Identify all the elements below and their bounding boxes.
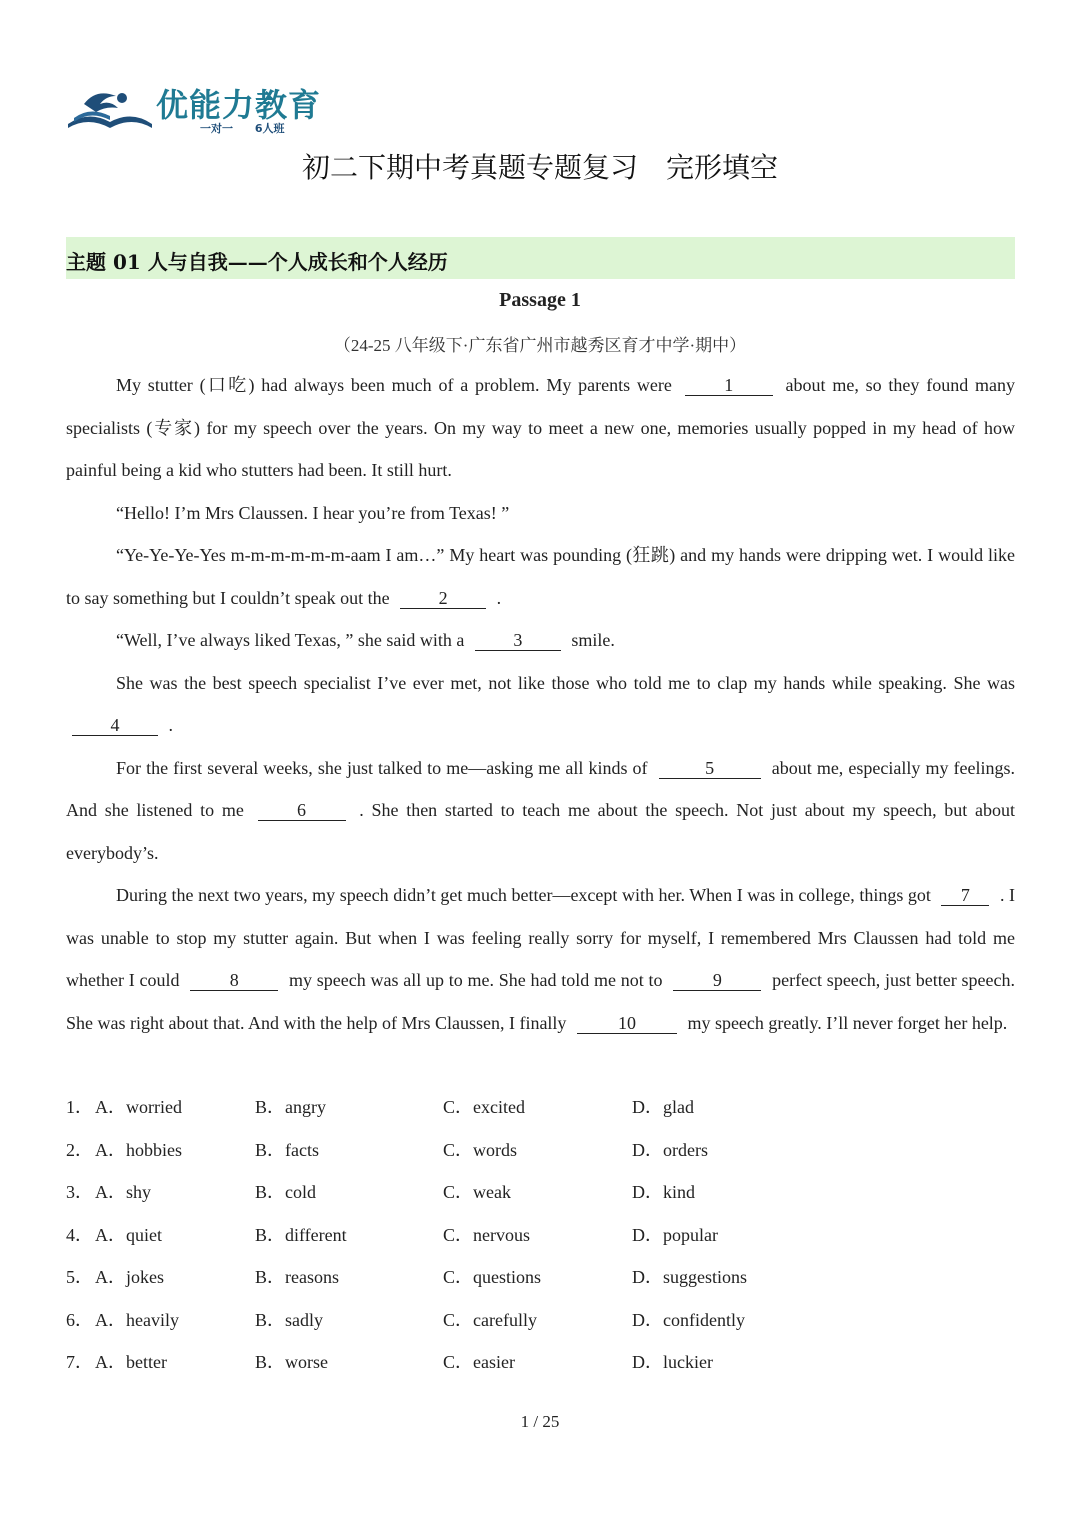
paragraph: [66, 874, 1015, 1044]
passage-text: “Hello! I’m Mrs Claussen. I hear you’re from Texas! ”: [116, 502, 510, 523]
option-c: C．questions: [443, 1267, 542, 1287]
option-c: C．words: [443, 1139, 518, 1160]
blank-5: 5: [659, 758, 761, 779]
passage-text: . She then started to teach me about the speech. Not just about my speech, but about everybody’s.: [66, 800, 1015, 863]
passage-text: about me, so they found many specialists (专家) for my speech over the years. On my way to meet a new one, memories usually popped in my head of how painful being a kid who stutters had been. It still hurt.: [66, 375, 1016, 480]
option-b: B．reasons: [255, 1267, 339, 1287]
option-row: [66, 1341, 1015, 1384]
passage-text: “Well, I’ve always liked Texas, ” she said with a: [116, 630, 465, 650]
option-b: B．cold: [255, 1182, 316, 1202]
option-row: [66, 1299, 1015, 1342]
blank-2: 2: [400, 588, 486, 609]
question-number: 4．: [66, 1224, 93, 1245]
question-number: 5．: [66, 1267, 93, 1287]
option-d: D．glad: [632, 1097, 694, 1117]
passage-text: smile.: [571, 630, 615, 650]
blank-4: 4: [72, 715, 158, 736]
blank-6: 6: [258, 800, 346, 821]
passage-text: my speech was all up to me. She had told me not to: [289, 970, 663, 990]
brand-logo: [66, 80, 336, 140]
option-row: [66, 1129, 1015, 1172]
option-b: B．sadly: [255, 1309, 324, 1330]
option-d: D．orders: [632, 1139, 708, 1160]
book-logo-icon: [66, 82, 154, 132]
passage-text: .: [168, 715, 173, 735]
passage-text: For the first several weeks, she just talked to me—asking me all kinds of: [116, 757, 648, 778]
question-number: 7．: [66, 1352, 93, 1372]
question-number: 1．: [66, 1097, 93, 1117]
logo-wordmark: 优能力教育: [156, 86, 322, 124]
option-c: C．carefully: [443, 1309, 537, 1330]
passage-body: [66, 364, 1015, 1044]
document-title: 初二下期中考真题专题复习 完形填空: [301, 151, 778, 184]
paragraph: [66, 492, 1015, 535]
question-number: 3．: [66, 1182, 93, 1202]
blank-8: 8: [190, 970, 278, 991]
option-a: A．hobbies: [95, 1139, 182, 1160]
passage-text: .: [496, 587, 502, 608]
passage-text: my speech greatly. I’ll never forget her help.: [687, 1012, 1008, 1033]
option-b: B．angry: [255, 1097, 326, 1117]
passage-text: about me, especially my feelings. And she listened to me: [66, 757, 1016, 820]
option-d: D．suggestions: [632, 1267, 748, 1287]
option-c: C．nervous: [443, 1224, 530, 1245]
option-a: A．quiet: [95, 1224, 162, 1245]
option-d: D．confidently: [632, 1309, 745, 1330]
option-b: B．worse: [255, 1352, 328, 1372]
blank-9: 9: [673, 970, 761, 991]
paragraph: [66, 619, 1015, 662]
paragraph: [66, 747, 1015, 875]
passage-title: Passage 1: [499, 289, 581, 311]
option-row: [66, 1086, 1015, 1129]
passage-source: （24-25 八年级下·广东省广州市越秀区育才中学·期中）: [333, 336, 747, 355]
paragraph: [66, 662, 1015, 747]
option-c: C．easier: [443, 1352, 515, 1372]
option-c: C．weak: [443, 1182, 511, 1202]
answer-options: [66, 1086, 1015, 1384]
option-row: [66, 1256, 1015, 1299]
blank-1: 1: [685, 375, 773, 396]
option-b: B．different: [255, 1224, 347, 1245]
option-row: [66, 1214, 1015, 1257]
blank-3: 3: [475, 630, 561, 651]
option-a: A．jokes: [95, 1267, 164, 1287]
blank-10: 10: [577, 1013, 677, 1034]
passage-text: . I was unable to stop my stutter again. But when I was feeling really sorry for myself, I remembered Mrs Claussen had told me whether I could: [66, 885, 1016, 990]
topic-banner: [66, 237, 1015, 279]
logo-subtitle: 一对一 6人班: [200, 122, 285, 135]
topic-heading: 主题 01 人与自我——个人成长和个人经历: [66, 250, 448, 274]
option-d: D．kind: [632, 1182, 695, 1202]
page-number: 1 / 25: [520, 1412, 560, 1431]
passage-text: During the next two years, my speech didn’t get much better—except with her. When I was in college, things got: [116, 885, 931, 905]
passage-text: My stutter (口吃) had always been much of a problem. My parents were: [116, 375, 672, 395]
option-a: A．better: [95, 1352, 167, 1372]
option-a: A．heavily: [95, 1309, 179, 1330]
blank-7: 7: [941, 885, 989, 906]
option-row: [66, 1171, 1015, 1214]
question-number: 6．: [66, 1309, 93, 1330]
passage-text: “Ye-Ye-Ye-Yes m-m-m-m-m-m-aam I am…” My heart was pounding (狂跳) and my hands were dripping wet. I would like to say something but I couldn’t speak out the: [66, 545, 1015, 608]
passage-text: perfect speech, just better speech. She was right about that. And with the help of Mrs Claussen, I finally: [66, 970, 1016, 1033]
option-c: C．excited: [443, 1097, 525, 1117]
option-b: B．facts: [255, 1139, 319, 1160]
option-a: A．shy: [95, 1182, 152, 1202]
passage-text: She was the best speech specialist I’ve ever met, not like those who told me to clap my hands while speaking. She was: [116, 672, 1015, 693]
question-number: 2．: [66, 1139, 93, 1160]
paragraph: [66, 364, 1015, 492]
option-d: D．popular: [632, 1224, 718, 1245]
paragraph: [66, 534, 1015, 619]
option-a: A．worried: [95, 1097, 182, 1117]
option-d: D．luckier: [632, 1352, 713, 1372]
